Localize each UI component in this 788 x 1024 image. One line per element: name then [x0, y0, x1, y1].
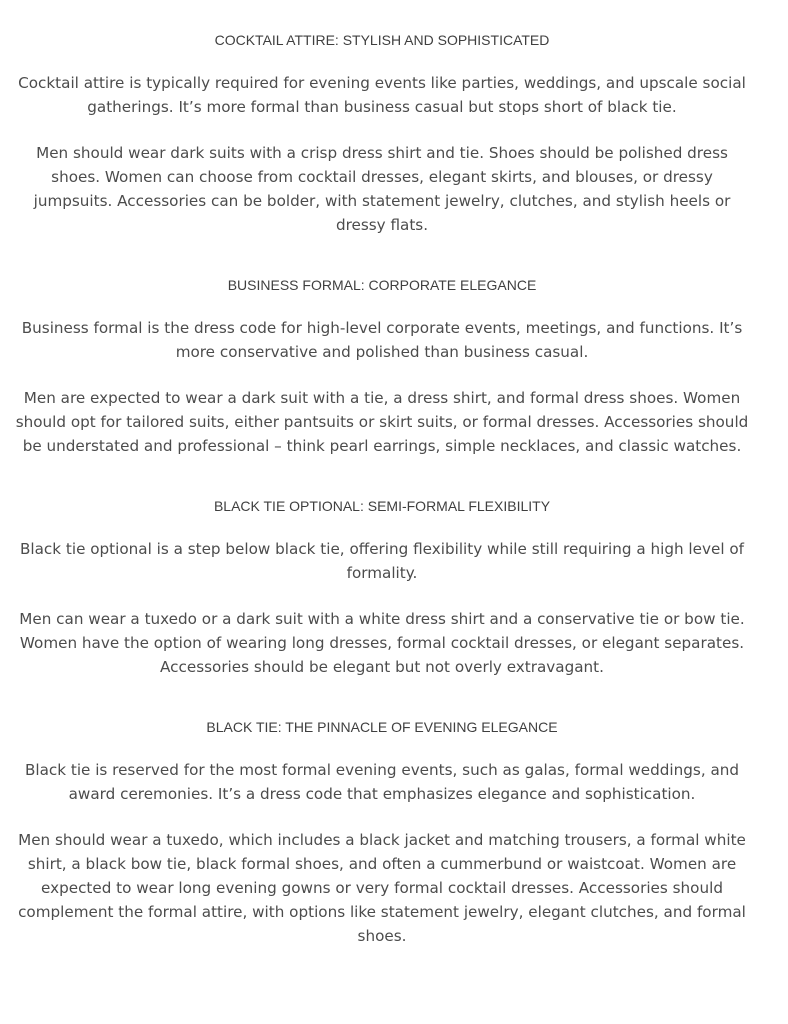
- section-cocktail-attire: [12, 22, 752, 237]
- section-paragraph: Business formal is the dress code for high-level corporate events, meetings, and functions. It’s more conservative and polished than business casual.: [21, 319, 743, 361]
- section-paragraph: Men are expected to wear a dark suit with a tie, a dress shirt, and formal dress shoes. Women should opt for tailored suits, either pantsuits or skirt suits, or formal dresses. Accessories should be understated and professional – think pearl earrings, simple necklaces, and classic watches.: [15, 389, 749, 455]
- section-black-tie: [12, 709, 752, 948]
- section-heading: BLACK TIE: THE PINNACLE OF EVENING ELEGANCE: [206, 719, 558, 735]
- section-paragraph: Black tie is reserved for the most formal evening events, such as galas, formal weddings, and award ceremonies. It’s a dress code that emphasizes elegance and sophistication.: [24, 761, 740, 803]
- section-black-tie-optional: [12, 488, 752, 679]
- section-paragraph: Men should wear dark suits with a crisp dress shirt and tie. Shoes should be polished dress shoes. Women can choose from cocktail dresses, elegant skirts, and blouses, or dressy jumpsuits. Accessories can be bolder, with statement jewelry, clutches, and stylish heels or dressy flats.: [33, 144, 731, 234]
- section-paragraph: Cocktail attire is typically required for evening events like parties, weddings, and upscale social gatherings. It’s more formal than business casual but stops short of black tie.: [18, 74, 746, 116]
- section-business-formal: [12, 267, 752, 458]
- article-content: [12, 22, 752, 948]
- section-heading: BLACK TIE OPTIONAL: SEMI-FORMAL FLEXIBILITY: [213, 498, 551, 514]
- section-heading: BUSINESS FORMAL: CORPORATE ELEGANCE: [227, 277, 537, 293]
- section-paragraph: Black tie optional is a step below black tie, offering flexibility while still requiring a high level of formality.: [19, 540, 745, 582]
- section-heading: COCKTAIL ATTIRE: STYLISH AND SOPHISTICATED: [214, 32, 550, 48]
- section-paragraph: Men should wear a tuxedo, which includes a black jacket and matching trousers, a formal white shirt, a black bow tie, black formal shoes, and often a cummerbund or waistcoat. Women are expected to wear long evening gowns or very formal cocktail dresses. Accessories should complement the formal attire, with options like statement jewelry, elegant clutches, and formal shoes.: [18, 831, 746, 945]
- section-paragraph: Men can wear a tuxedo or a dark suit with a white dress shirt and a conservative tie or bow tie. Women have the option of wearing long dresses, formal cocktail dresses, or elegant separates. Accessories should be elegant but not overly extravagant.: [19, 610, 745, 676]
